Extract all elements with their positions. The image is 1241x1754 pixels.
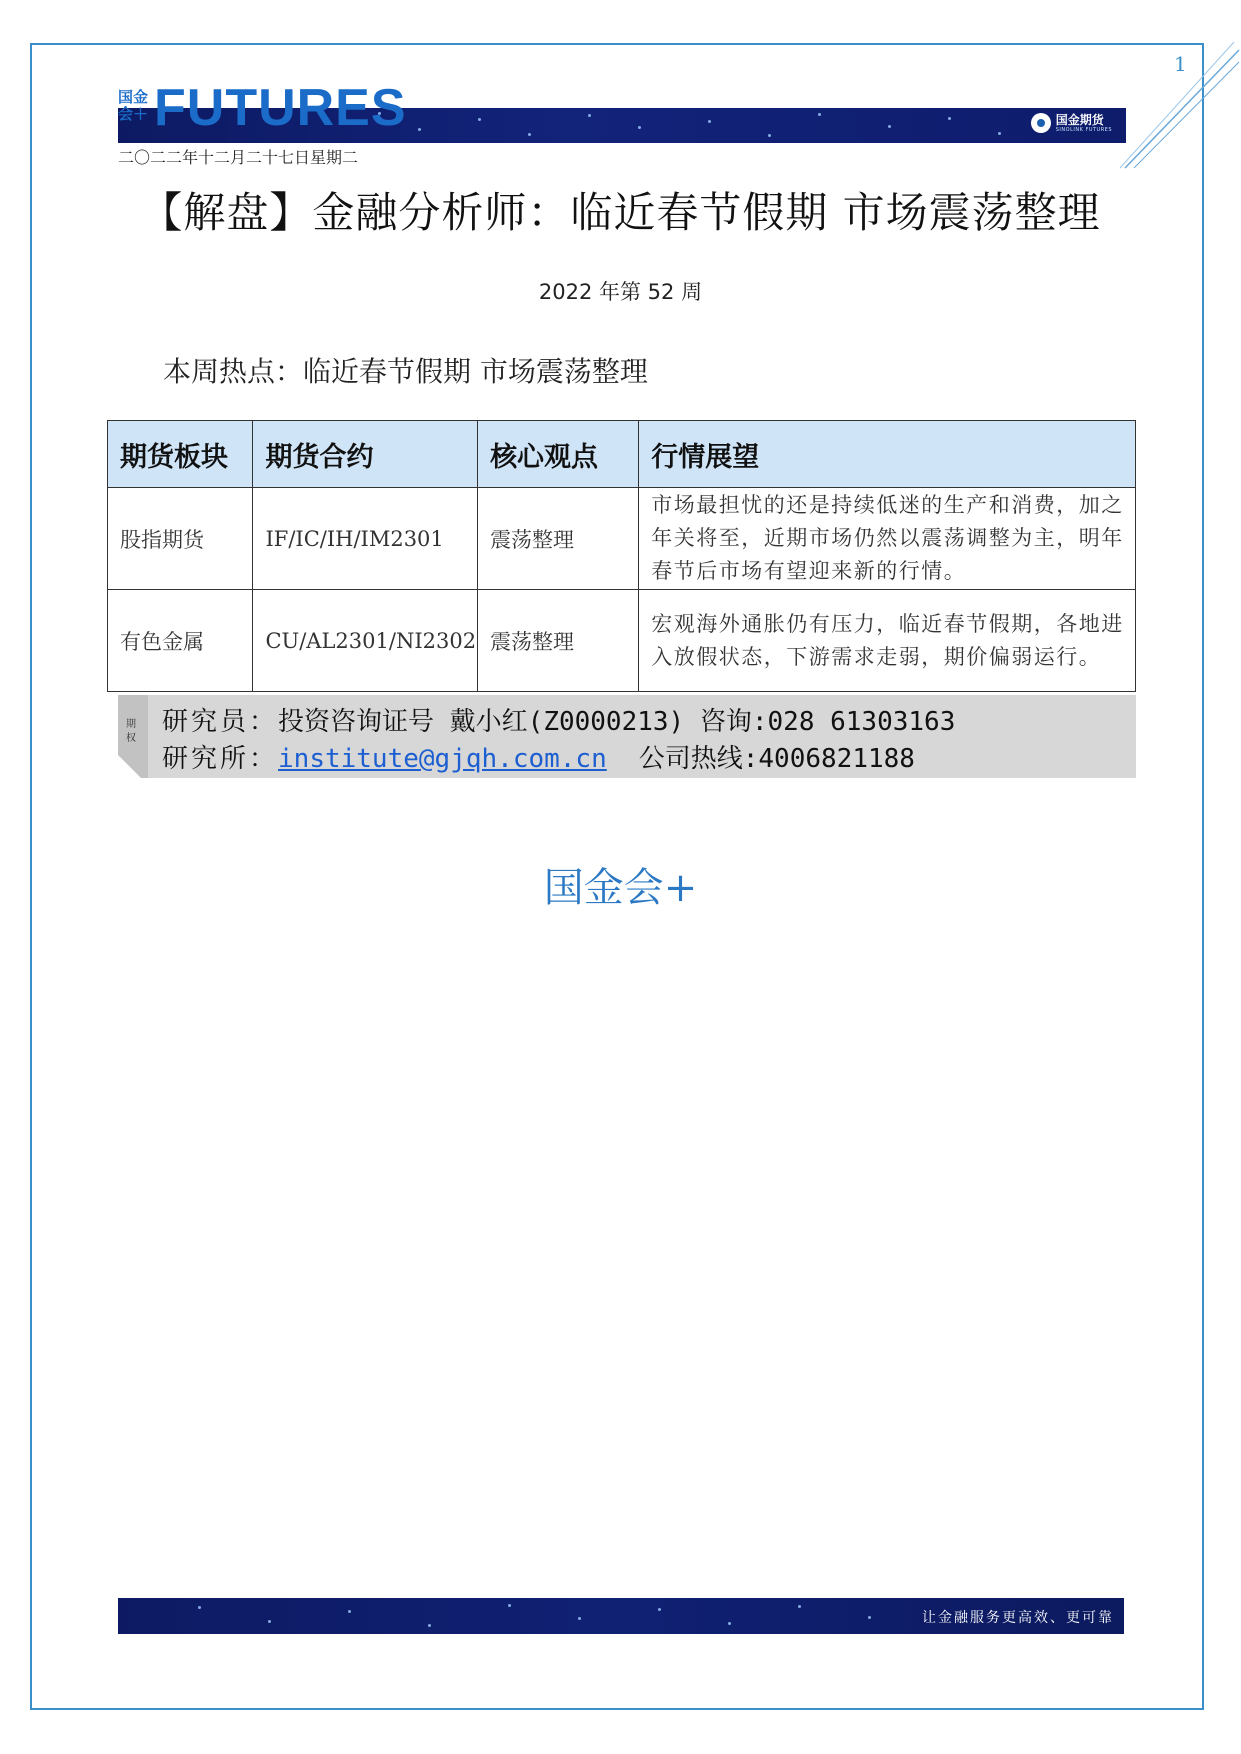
cell-view: 震荡整理 <box>478 488 639 590</box>
institute-line <box>162 738 915 775</box>
header-outlook: 行情展望 <box>639 421 1136 488</box>
header-view: 核心观点 <box>478 421 639 488</box>
brand-cn: 国金会＋ <box>118 88 149 123</box>
institute-email-link[interactable]: institute@gjqh.com.cn <box>278 744 607 774</box>
cell-sector: 股指期货 <box>108 488 253 590</box>
company-logo-text: 国金期货 <box>1055 112 1104 127</box>
header-sector: 期货板块 <box>108 421 253 488</box>
report-date: 二〇二二年十二月二十七日星期二 <box>118 148 359 167</box>
cell-contract: IF/IC/IH/IM2301 <box>253 488 478 590</box>
page-title: 【解盘】金融分析师：临近春节假期 市场震荡整理 <box>140 188 1101 237</box>
footer-banner <box>118 1598 1124 1634</box>
footer-brand: 国金会+ <box>543 865 698 911</box>
page-fold-corner <box>118 755 141 778</box>
cell-sector: 有色金属 <box>108 590 253 692</box>
company-hotline: 公司热线:4006821188 <box>638 744 915 774</box>
brand-en: FUTURES <box>154 79 407 137</box>
contact-bar <box>118 695 1136 778</box>
page-number: 1 <box>1174 52 1187 76</box>
researcher-line <box>162 701 955 738</box>
table-row <box>108 488 1136 590</box>
company-logo-icon <box>1031 113 1051 133</box>
week-label: 2022 年第 52 周 <box>538 280 703 304</box>
researcher-label: 研究员： <box>162 707 279 737</box>
header-contract: 期货合约 <box>253 421 478 488</box>
company-logo-subtext: SINOLINK FUTURES <box>1055 126 1112 133</box>
futures-table <box>107 420 1136 692</box>
table-row <box>108 590 1136 692</box>
footer-slogan: 让金融服务更高效、更可靠 <box>922 1610 1114 1626</box>
institute-label: 研究所： <box>162 744 279 774</box>
cell-contract: CU/AL2301/NI2302 <box>253 590 478 692</box>
contact-tab-label: 期权 <box>126 719 136 744</box>
cell-outlook: 宏观海外通胀仍有压力，临近春节假期，各地进入放假状态，下游需求走弱，期价偏弱运行。 <box>639 590 1136 692</box>
table-header-row <box>108 421 1136 488</box>
hot-topic: 本周热点：临近春节假期 市场震荡整理 <box>163 355 648 388</box>
cell-view: 震荡整理 <box>478 590 639 692</box>
company-logo <box>1031 113 1112 133</box>
researcher-info: 投资咨询证号 戴小红(Z0000213) 咨询:028 61303163 <box>278 707 956 737</box>
cell-outlook: 市场最担忧的还是持续低迷的生产和消费，加之年关将至，近期市场仍然以震荡调整为主，明年春节后市场有望迎来新的行情。 <box>639 488 1136 590</box>
